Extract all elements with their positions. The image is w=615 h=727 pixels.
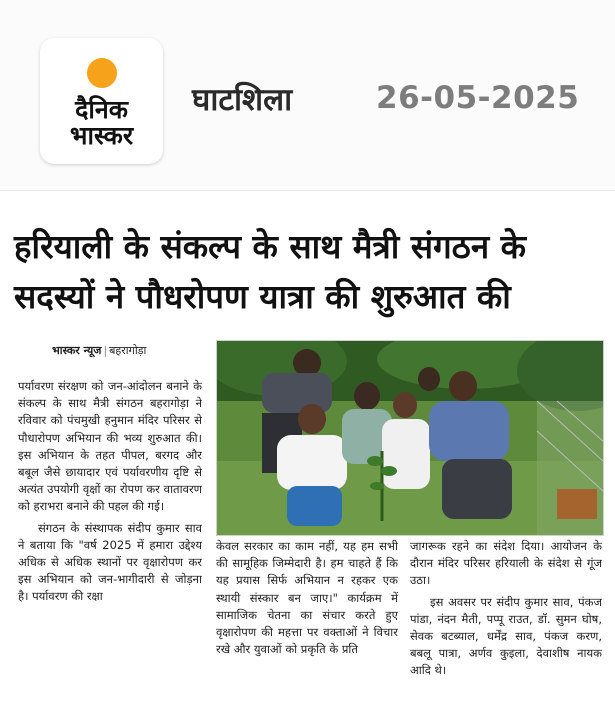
edition-city: घाटशिला xyxy=(192,82,293,118)
byline xyxy=(52,343,146,358)
dainik-bhaskar-logo xyxy=(40,38,163,164)
logo-text-line2: भास्कर xyxy=(69,121,134,150)
edition-header xyxy=(0,0,615,191)
byline-source: भास्कर न्यूज xyxy=(52,344,102,357)
byline-separator: | xyxy=(103,344,108,357)
byline-place: बहरागोड़ा xyxy=(109,344,147,357)
article-paragraph: संगठन के संस्थापक संदीप कुमार साव ने बताया कि "वर्ष 2025 में हमारा उद्देश्य अधिक से अधिक स्थानों पर वृक्षारोपण कर इस अभियान को जन-भागीदारी से जोड़ना है। पर्यावरण की रक्षा xyxy=(18,520,202,604)
article-paragraph: इस अवसर पर संदीप कुमार साव, पंकज पांडा, नंदन मैती, पप्पू राउत, डॉ. सुमन घोष, सेवक बटब्याल, धर्मेंद्र साव, पंकज करण, बबलू पात्रा, अर्णव कुइला, देवाशीष नायक आदि थे। xyxy=(410,594,602,678)
tree-planting-photo xyxy=(216,340,604,536)
article-paragraph: पर्यावरण संरक्षण को जन-आंदोलन बनाने के संकल्प के साथ मैत्री संगठन बहरागोड़ा ने रविवार को पंचमुखी हनुमान मंदिर परिसर से पौधारोपण अभियान की भव्य शुरुआत की। इस अभियान के तहत पीपल, बरगद और बबूल जैसे छायादार एवं पर्यावरणीय दृष्टि से अत्यंत उपयोगी वृक्षों का रोपण कर वातावरण को हराभरा बनाने की पहल की गई। xyxy=(18,379,202,514)
edition-date: 26-05-2025 xyxy=(376,80,580,116)
photo-illustration xyxy=(217,341,603,535)
article-column-1 xyxy=(18,378,202,727)
logo-text-line1: दैनिक xyxy=(75,95,128,124)
article-headline: हरियाली के संकल्प के साथ मैत्री संगठन के सदस्यों ने पौधरोपण यात्रा की शुरुआत की xyxy=(14,227,526,316)
article-column-2 xyxy=(216,538,398,727)
sun-icon xyxy=(87,58,117,88)
article-column-3 xyxy=(410,538,602,727)
article-paragraph: जागरूक रहने का संदेश दिया। आयोजन के दौरान मंदिर परिसर हरियाली के संदेश से गूंज उठा। xyxy=(410,539,602,588)
article-paragraph: केवल सरकार का काम नहीं, यह हम सभी की सामूहिक जिम्मेदारी है। हम चाहते हैं कि यह प्रयास सिर्फ अभियान न रहकर एक स्थायी संस्कार बन जाए।" कार्यक्रम में सामाजिक चेतना का संचार करते हुए वृक्षारोपण की महत्ता पर वक्ताओं ने विचार रखे और युवाओं को प्रकृति के प्रति xyxy=(216,539,398,657)
